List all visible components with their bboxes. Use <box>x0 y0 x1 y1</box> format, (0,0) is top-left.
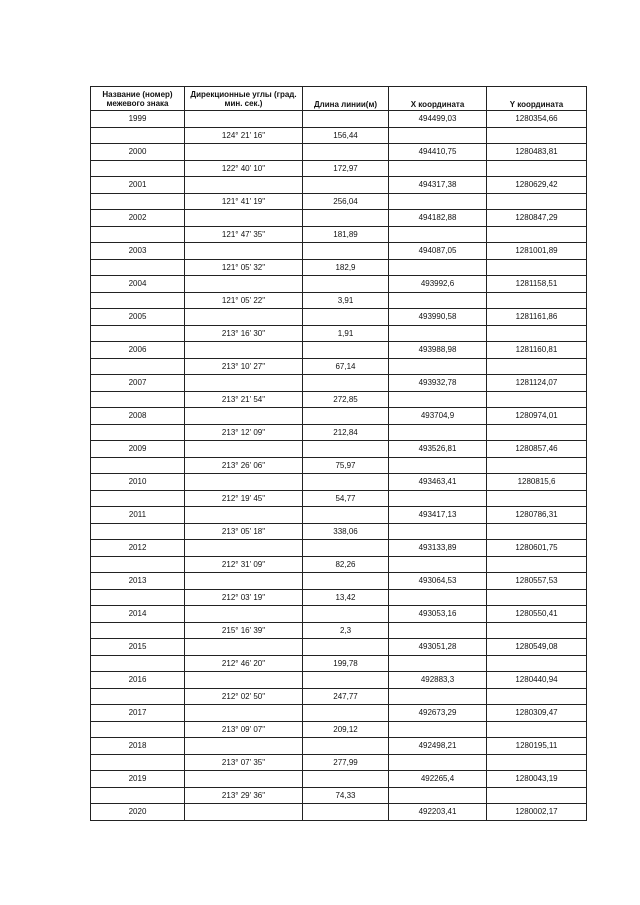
y-coordinate-cell: 1280002,17 <box>487 804 587 821</box>
empty-length-cell <box>303 771 389 788</box>
empty-y-cell <box>487 325 587 342</box>
empty-length-cell <box>303 177 389 194</box>
line-length-cell: 172,97 <box>303 160 389 177</box>
point-row <box>91 177 587 194</box>
empty-length-cell <box>303 672 389 689</box>
boundary-coordinates-table <box>90 86 587 821</box>
line-length-cell: 1,91 <box>303 325 389 342</box>
line-length-cell: 247,77 <box>303 688 389 705</box>
empty-y-cell <box>487 622 587 639</box>
empty-length-cell <box>303 408 389 425</box>
y-coordinate-cell: 1280974,01 <box>487 408 587 425</box>
directional-angle-cell: 212° 19' 45" <box>185 490 303 507</box>
point-row <box>91 144 587 161</box>
empty-angle-cell <box>185 705 303 722</box>
directional-angle-cell: 121° 05' 32" <box>185 259 303 276</box>
y-coordinate-cell: 1281124,07 <box>487 375 587 392</box>
point-name-cell: 2006 <box>91 342 185 359</box>
y-coordinate-cell: 1280601,75 <box>487 540 587 557</box>
empty-name-cell <box>91 589 185 606</box>
line-length-cell: 156,44 <box>303 127 389 144</box>
empty-length-cell <box>303 210 389 227</box>
empty-x-cell <box>389 226 487 243</box>
segment-row <box>91 523 587 540</box>
empty-x-cell <box>389 688 487 705</box>
segment-row <box>91 589 587 606</box>
line-length-cell: 209,12 <box>303 721 389 738</box>
empty-name-cell <box>91 424 185 441</box>
x-coordinate-cell: 492498,21 <box>389 738 487 755</box>
point-row <box>91 474 587 491</box>
empty-x-cell <box>389 754 487 771</box>
empty-y-cell <box>487 589 587 606</box>
x-coordinate-cell: 493053,16 <box>389 606 487 623</box>
empty-name-cell <box>91 358 185 375</box>
empty-angle-cell <box>185 342 303 359</box>
header-directional-angles: Дирекционные углы (град. мин. сек.) <box>185 87 303 111</box>
line-length-cell: 256,04 <box>303 193 389 210</box>
empty-angle-cell <box>185 309 303 326</box>
segment-row <box>91 325 587 342</box>
empty-x-cell <box>389 556 487 573</box>
segment-row <box>91 259 587 276</box>
directional-angle-cell: 212° 03' 19" <box>185 589 303 606</box>
directional-angle-cell: 213° 05' 18" <box>185 523 303 540</box>
empty-angle-cell <box>185 111 303 128</box>
empty-x-cell <box>389 358 487 375</box>
empty-angle-cell <box>185 441 303 458</box>
point-row <box>91 342 587 359</box>
point-row <box>91 408 587 425</box>
segment-row <box>91 721 587 738</box>
y-coordinate-cell: 1280557,53 <box>487 573 587 590</box>
y-coordinate-cell: 1280847,29 <box>487 210 587 227</box>
empty-name-cell <box>91 160 185 177</box>
y-coordinate-cell: 1280043,19 <box>487 771 587 788</box>
point-name-cell: 2013 <box>91 573 185 590</box>
empty-length-cell <box>303 441 389 458</box>
y-coordinate-cell: 1280550,41 <box>487 606 587 623</box>
point-row <box>91 441 587 458</box>
empty-length-cell <box>303 639 389 656</box>
line-length-cell: 74,33 <box>303 787 389 804</box>
segment-row <box>91 622 587 639</box>
empty-angle-cell <box>185 672 303 689</box>
empty-angle-cell <box>185 375 303 392</box>
empty-x-cell <box>389 391 487 408</box>
directional-angle-cell: 213° 07' 35" <box>185 754 303 771</box>
x-coordinate-cell: 493133,89 <box>389 540 487 557</box>
empty-x-cell <box>389 490 487 507</box>
empty-length-cell <box>303 111 389 128</box>
x-coordinate-cell: 493992,6 <box>389 276 487 293</box>
segment-row <box>91 688 587 705</box>
empty-x-cell <box>389 622 487 639</box>
empty-length-cell <box>303 606 389 623</box>
y-coordinate-cell: 1280549,08 <box>487 639 587 656</box>
x-coordinate-cell: 492203,41 <box>389 804 487 821</box>
segment-row <box>91 457 587 474</box>
point-row <box>91 804 587 821</box>
point-name-cell: 2019 <box>91 771 185 788</box>
empty-angle-cell <box>185 210 303 227</box>
empty-name-cell <box>91 490 185 507</box>
directional-angle-cell: 213° 26' 06" <box>185 457 303 474</box>
point-row <box>91 672 587 689</box>
point-name-cell: 2010 <box>91 474 185 491</box>
x-coordinate-cell: 493417,13 <box>389 507 487 524</box>
empty-y-cell <box>487 160 587 177</box>
y-coordinate-cell: 1280786,31 <box>487 507 587 524</box>
empty-x-cell <box>389 160 487 177</box>
x-coordinate-cell: 493463,41 <box>389 474 487 491</box>
header-point-name: Название (номер) межевого знака <box>91 87 185 111</box>
point-name-cell: 2017 <box>91 705 185 722</box>
empty-name-cell <box>91 457 185 474</box>
x-coordinate-cell: 492883,3 <box>389 672 487 689</box>
point-row <box>91 375 587 392</box>
empty-x-cell <box>389 127 487 144</box>
line-length-cell: 13,42 <box>303 589 389 606</box>
empty-y-cell <box>487 655 587 672</box>
y-coordinate-cell: 1280815,6 <box>487 474 587 491</box>
segment-row <box>91 292 587 309</box>
x-coordinate-cell: 493704,9 <box>389 408 487 425</box>
point-name-cell: 2012 <box>91 540 185 557</box>
line-length-cell: 181,89 <box>303 226 389 243</box>
line-length-cell: 199,78 <box>303 655 389 672</box>
line-length-cell: 272,85 <box>303 391 389 408</box>
empty-y-cell <box>487 754 587 771</box>
point-name-cell: 2000 <box>91 144 185 161</box>
point-row <box>91 309 587 326</box>
empty-angle-cell <box>185 738 303 755</box>
empty-y-cell <box>487 259 587 276</box>
point-name-cell: 2004 <box>91 276 185 293</box>
point-row <box>91 243 587 260</box>
empty-length-cell <box>303 507 389 524</box>
empty-name-cell <box>91 391 185 408</box>
empty-angle-cell <box>185 573 303 590</box>
empty-angle-cell <box>185 177 303 194</box>
segment-row <box>91 754 587 771</box>
empty-length-cell <box>303 276 389 293</box>
point-name-cell: 2005 <box>91 309 185 326</box>
line-length-cell: 338,06 <box>303 523 389 540</box>
empty-x-cell <box>389 259 487 276</box>
x-coordinate-cell: 494317,38 <box>389 177 487 194</box>
point-name-cell: 2001 <box>91 177 185 194</box>
segment-row <box>91 391 587 408</box>
y-coordinate-cell: 1281158,51 <box>487 276 587 293</box>
line-length-cell: 67,14 <box>303 358 389 375</box>
empty-name-cell <box>91 721 185 738</box>
segment-row <box>91 160 587 177</box>
empty-angle-cell <box>185 606 303 623</box>
empty-y-cell <box>487 490 587 507</box>
empty-y-cell <box>487 721 587 738</box>
y-coordinate-cell: 1280483,81 <box>487 144 587 161</box>
empty-x-cell <box>389 655 487 672</box>
empty-angle-cell <box>185 243 303 260</box>
line-length-cell: 82,26 <box>303 556 389 573</box>
empty-name-cell <box>91 655 185 672</box>
segment-row <box>91 226 587 243</box>
x-coordinate-cell: 492265,4 <box>389 771 487 788</box>
segment-row <box>91 556 587 573</box>
segment-row <box>91 358 587 375</box>
directional-angle-cell: 121° 05' 22" <box>185 292 303 309</box>
x-coordinate-cell: 493526,81 <box>389 441 487 458</box>
segment-row <box>91 127 587 144</box>
x-coordinate-cell: 493064,53 <box>389 573 487 590</box>
empty-name-cell <box>91 754 185 771</box>
directional-angle-cell: 213° 09' 07" <box>185 721 303 738</box>
empty-y-cell <box>487 457 587 474</box>
empty-x-cell <box>389 292 487 309</box>
y-coordinate-cell: 1281161,86 <box>487 309 587 326</box>
header-x-coordinate: X координата <box>389 87 487 111</box>
directional-angle-cell: 213° 21' 54" <box>185 391 303 408</box>
point-row <box>91 210 587 227</box>
empty-angle-cell <box>185 474 303 491</box>
empty-length-cell <box>303 342 389 359</box>
empty-y-cell <box>487 358 587 375</box>
point-row <box>91 276 587 293</box>
empty-length-cell <box>303 738 389 755</box>
line-length-cell: 3,91 <box>303 292 389 309</box>
empty-name-cell <box>91 292 185 309</box>
x-coordinate-cell: 493988,98 <box>389 342 487 359</box>
x-coordinate-cell: 494499,03 <box>389 111 487 128</box>
table-body <box>91 111 587 821</box>
empty-name-cell <box>91 556 185 573</box>
empty-length-cell <box>303 804 389 821</box>
empty-y-cell <box>487 391 587 408</box>
empty-angle-cell <box>185 144 303 161</box>
empty-y-cell <box>487 424 587 441</box>
segment-row <box>91 655 587 672</box>
line-length-cell: 212,84 <box>303 424 389 441</box>
point-row <box>91 111 587 128</box>
point-row <box>91 606 587 623</box>
point-name-cell: 2007 <box>91 375 185 392</box>
segment-row <box>91 424 587 441</box>
empty-y-cell <box>487 292 587 309</box>
empty-length-cell <box>303 573 389 590</box>
x-coordinate-cell: 494410,75 <box>389 144 487 161</box>
empty-length-cell <box>303 243 389 260</box>
empty-name-cell <box>91 127 185 144</box>
segment-row <box>91 787 587 804</box>
y-coordinate-cell: 1280354,66 <box>487 111 587 128</box>
point-row <box>91 705 587 722</box>
point-row <box>91 540 587 557</box>
point-row <box>91 639 587 656</box>
empty-x-cell <box>389 325 487 342</box>
x-coordinate-cell: 492673,29 <box>389 705 487 722</box>
empty-length-cell <box>303 474 389 491</box>
empty-y-cell <box>487 787 587 804</box>
line-length-cell: 277,99 <box>303 754 389 771</box>
y-coordinate-cell: 1280195,11 <box>487 738 587 755</box>
empty-x-cell <box>389 457 487 474</box>
empty-y-cell <box>487 193 587 210</box>
empty-y-cell <box>487 523 587 540</box>
point-row <box>91 573 587 590</box>
point-name-cell: 2008 <box>91 408 185 425</box>
line-length-cell: 2,3 <box>303 622 389 639</box>
y-coordinate-cell: 1280440,94 <box>487 672 587 689</box>
x-coordinate-cell: 493051,28 <box>389 639 487 656</box>
empty-angle-cell <box>185 639 303 656</box>
empty-x-cell <box>389 523 487 540</box>
empty-x-cell <box>389 424 487 441</box>
directional-angle-cell: 213° 16' 30" <box>185 325 303 342</box>
empty-length-cell <box>303 309 389 326</box>
empty-length-cell <box>303 705 389 722</box>
directional-angle-cell: 215° 16' 39" <box>185 622 303 639</box>
empty-angle-cell <box>185 408 303 425</box>
point-name-cell: 2016 <box>91 672 185 689</box>
empty-angle-cell <box>185 771 303 788</box>
empty-name-cell <box>91 787 185 804</box>
directional-angle-cell: 124° 21' 16" <box>185 127 303 144</box>
point-name-cell: 2014 <box>91 606 185 623</box>
y-coordinate-cell: 1280629,42 <box>487 177 587 194</box>
y-coordinate-cell: 1281001,89 <box>487 243 587 260</box>
directional-angle-cell: 121° 41' 19" <box>185 193 303 210</box>
empty-x-cell <box>389 589 487 606</box>
empty-angle-cell <box>185 276 303 293</box>
empty-length-cell <box>303 540 389 557</box>
empty-y-cell <box>487 688 587 705</box>
empty-name-cell <box>91 193 185 210</box>
line-length-cell: 75,97 <box>303 457 389 474</box>
empty-name-cell <box>91 226 185 243</box>
point-row <box>91 771 587 788</box>
empty-x-cell <box>389 193 487 210</box>
y-coordinate-cell: 1280309,47 <box>487 705 587 722</box>
segment-row <box>91 193 587 210</box>
empty-x-cell <box>389 721 487 738</box>
directional-angle-cell: 213° 29' 36" <box>185 787 303 804</box>
empty-length-cell <box>303 144 389 161</box>
empty-angle-cell <box>185 540 303 557</box>
directional-angle-cell: 212° 02' 50" <box>185 688 303 705</box>
directional-angle-cell: 213° 10' 27" <box>185 358 303 375</box>
empty-angle-cell <box>185 804 303 821</box>
y-coordinate-cell: 1281160,81 <box>487 342 587 359</box>
point-name-cell: 2003 <box>91 243 185 260</box>
directional-angle-cell: 212° 31' 09" <box>185 556 303 573</box>
empty-name-cell <box>91 688 185 705</box>
empty-y-cell <box>487 127 587 144</box>
point-name-cell: 2020 <box>91 804 185 821</box>
empty-y-cell <box>487 226 587 243</box>
table-header-row <box>91 87 587 111</box>
directional-angle-cell: 212° 46' 20" <box>185 655 303 672</box>
empty-x-cell <box>389 787 487 804</box>
point-name-cell: 2011 <box>91 507 185 524</box>
point-name-cell: 2002 <box>91 210 185 227</box>
point-name-cell: 2018 <box>91 738 185 755</box>
directional-angle-cell: 122° 40' 10" <box>185 160 303 177</box>
empty-name-cell <box>91 622 185 639</box>
point-row <box>91 738 587 755</box>
y-coordinate-cell: 1280857,46 <box>487 441 587 458</box>
line-length-cell: 54,77 <box>303 490 389 507</box>
empty-length-cell <box>303 375 389 392</box>
point-name-cell: 1999 <box>91 111 185 128</box>
empty-angle-cell <box>185 507 303 524</box>
header-line-length: Длина линии(м) <box>303 87 389 111</box>
header-y-coordinate: Y координата <box>487 87 587 111</box>
segment-row <box>91 490 587 507</box>
line-length-cell: 182,9 <box>303 259 389 276</box>
x-coordinate-cell: 493932,78 <box>389 375 487 392</box>
point-name-cell: 2009 <box>91 441 185 458</box>
directional-angle-cell: 213° 12' 09" <box>185 424 303 441</box>
point-row <box>91 507 587 524</box>
point-name-cell: 2015 <box>91 639 185 656</box>
x-coordinate-cell: 494087,05 <box>389 243 487 260</box>
empty-name-cell <box>91 259 185 276</box>
empty-y-cell <box>487 556 587 573</box>
directional-angle-cell: 121° 47' 35" <box>185 226 303 243</box>
empty-name-cell <box>91 523 185 540</box>
empty-name-cell <box>91 325 185 342</box>
x-coordinate-cell: 494182,88 <box>389 210 487 227</box>
x-coordinate-cell: 493990,58 <box>389 309 487 326</box>
